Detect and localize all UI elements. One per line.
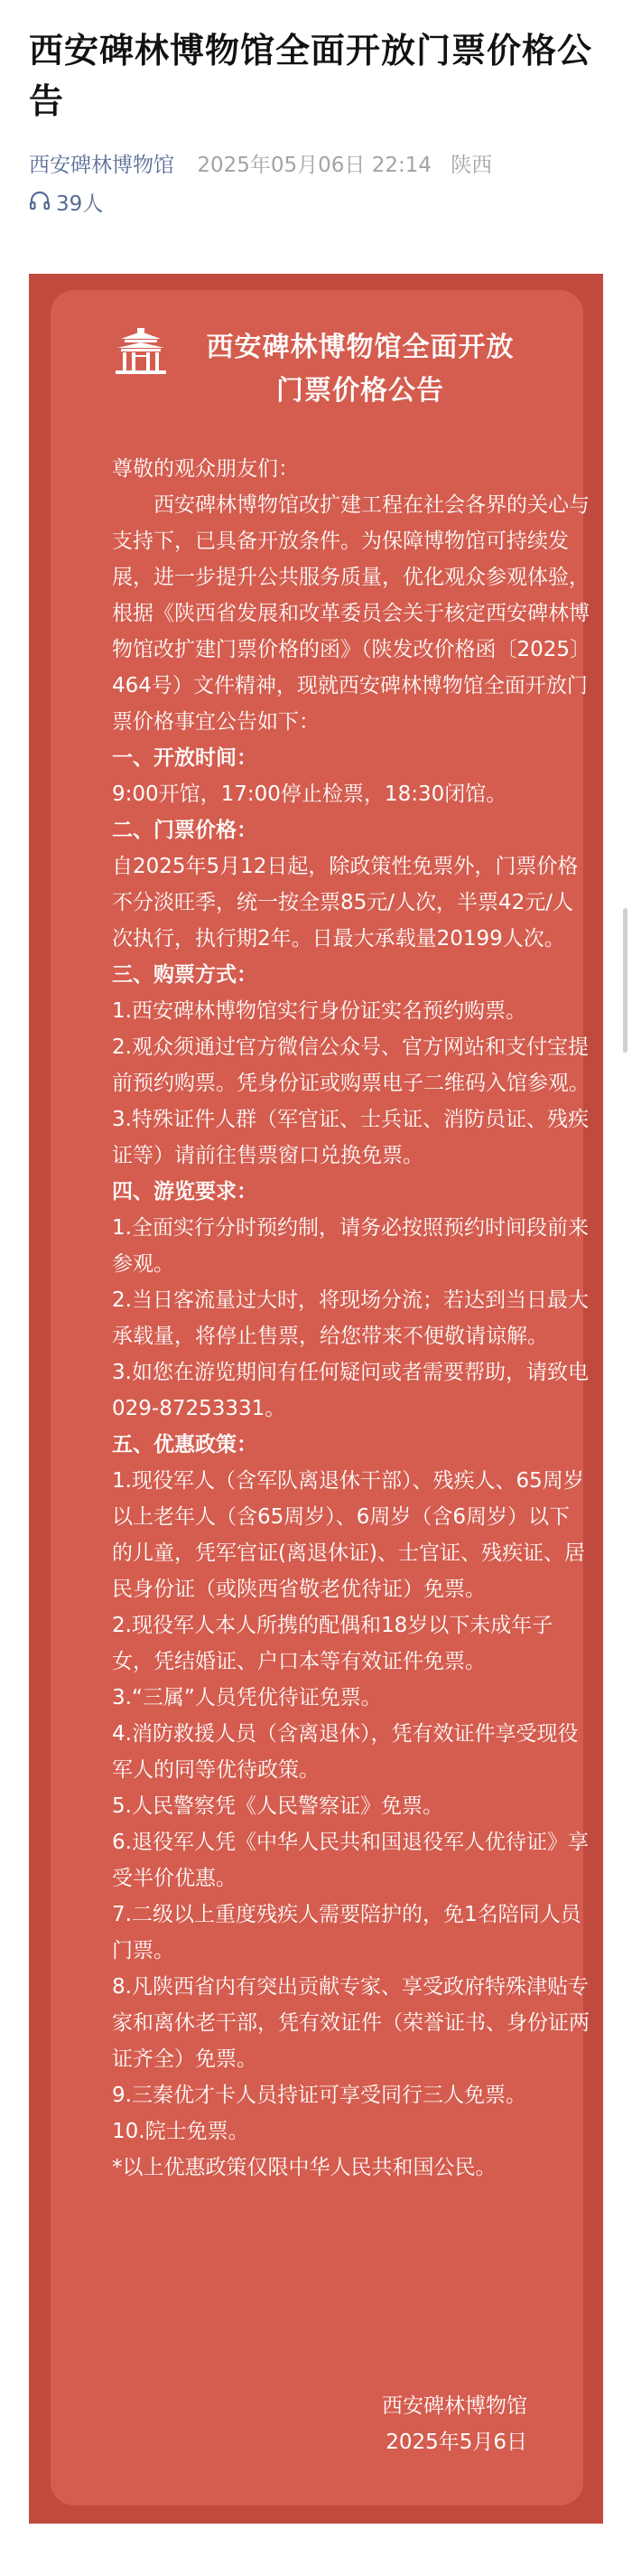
section-item: 10.院士免票。 <box>112 2120 249 2143</box>
section-heading: 五、优惠政策： <box>112 1433 257 1457</box>
notice-panel <box>51 290 590 2506</box>
notice-title-line1: 西安碑林博物馆全面开放 <box>206 332 515 363</box>
notice-title <box>157 326 563 413</box>
notice-body <box>112 451 590 2186</box>
notice-signature: 西安碑林博物馆 <box>382 2394 527 2418</box>
section-item: 3.“三属”人员凭优待证免票。 <box>112 1686 382 1710</box>
section-item: 1.现役军人（含军队离退休干部）、残疾人、65周岁以上老年人（含65周岁）、6周岁（含6周岁）以下的儿童，凭军官证(离退休证)、士官证、残疾证、居民身份证（或陕西省敬老优待证）免票。 <box>112 1469 585 1601</box>
section-item: 3.如您在游览期间有任何疑问或者需要帮助，请致电029-87253331。 <box>112 1361 589 1420</box>
section-heading: 三、购票方式： <box>112 963 257 987</box>
section-item: 2.观众须通过官方微信公众号、官方网站和支付宝提前预约购票。凭身份证或购票电子二维码入馆参观。 <box>112 1035 590 1095</box>
notice-greeting: 尊敬的观众朋友们： <box>112 457 299 481</box>
section-item: 1.西安碑林博物馆实行身份证实名预约购票。 <box>112 999 526 1023</box>
section-item: *以上优惠政策仅限中华人民共和国公民。 <box>112 2156 497 2179</box>
listen-count[interactable] <box>29 190 603 219</box>
notice-poster <box>29 274 603 2524</box>
section-heading: 一、开放时间： <box>112 746 257 770</box>
notice-title-line2: 门票价格公告 <box>276 375 444 407</box>
headphones-icon <box>29 190 56 219</box>
section-item: 3.特殊证件人群（军官证、士兵证、消防员证、残疾证等）请前往售票窗口兑换免票。 <box>112 1108 589 1167</box>
listen-count-text: 39人 <box>56 192 104 216</box>
notice-intro: 西安碑林博物馆改扩建工程在社会各界的关心与支持下，已具备开放条件。为保障博物馆可持续发展，进一步提升公共服务质量，优化观众参观体验，根据《陕西省发展和改革委员会关于核定西安碑林博物馆改扩建门票价格的函》（陕发改价格函〔2025〕464号）文件精神，现就西安碑林博物馆全面开放门票价格事宜公告如下： <box>112 493 590 734</box>
section-item: 5.人民警察凭《人民警察证》免票。 <box>112 1794 443 1818</box>
section-item: 2.现役军人本人所携的配偶和18岁以下未成年子女，凭结婚证、户口本等有效证件免票。 <box>112 1614 553 1673</box>
publish-datetime: 2025年05月06日 22:14 <box>197 154 432 177</box>
section-item: 7.二级以上重度残疾人需要陪护的，免1名陪同人员门票。 <box>112 1903 581 1962</box>
section-item: 自2025年5月12日起，除政策性免票外，门票价格不分淡旺季，统一按全票85元/人次，半票42元/人次执行，执行期2年。日最大承载量20199人次。 <box>112 855 579 951</box>
notice-signature-block <box>382 2388 527 2460</box>
author-link[interactable]: 西安碑林博物馆 <box>29 154 174 177</box>
section-item: 4.消防救援人员（含离退休），凭有效证件享受现役军人的同等优待政策。 <box>112 1722 579 1782</box>
section-heading: 四、游览要求： <box>112 1180 257 1204</box>
section-item: 6.退役军人凭《中华人民共和国退役军人优待证》享受半价优惠。 <box>112 1831 589 1890</box>
article-header <box>29 25 603 219</box>
scrollbar-thumb[interactable] <box>623 908 627 1053</box>
section-item: 1.全面实行分时预约制，请务必按照预约时间段前来参观。 <box>112 1216 589 1276</box>
section-heading: 二、门票价格： <box>112 819 257 842</box>
notice-date: 2025年5月6日 <box>386 2431 527 2454</box>
section-item: 8.凡陕西省内有突出贡献专家、享受政府特殊津贴专家和离休老干部，凭有效证件（荣誉证书、身份证两证齐全）免票。 <box>112 1975 590 2071</box>
article-meta <box>29 150 603 181</box>
section-item: 2.当日客流量过大时，将现场分流；若达到当日最大承载量，将停止售票，给您带来不便敬请谅解。 <box>112 1288 589 1348</box>
section-item: 9:00开馆，17:00停止检票，18:30闭馆。 <box>112 782 507 806</box>
publish-location: 陕西 <box>451 154 493 177</box>
article-title: 西安碑林博物馆全面开放门票价格公告 <box>29 31 593 121</box>
section-item: 9.三秦优才卡人员持证可享受同行三人免票。 <box>112 2084 526 2107</box>
